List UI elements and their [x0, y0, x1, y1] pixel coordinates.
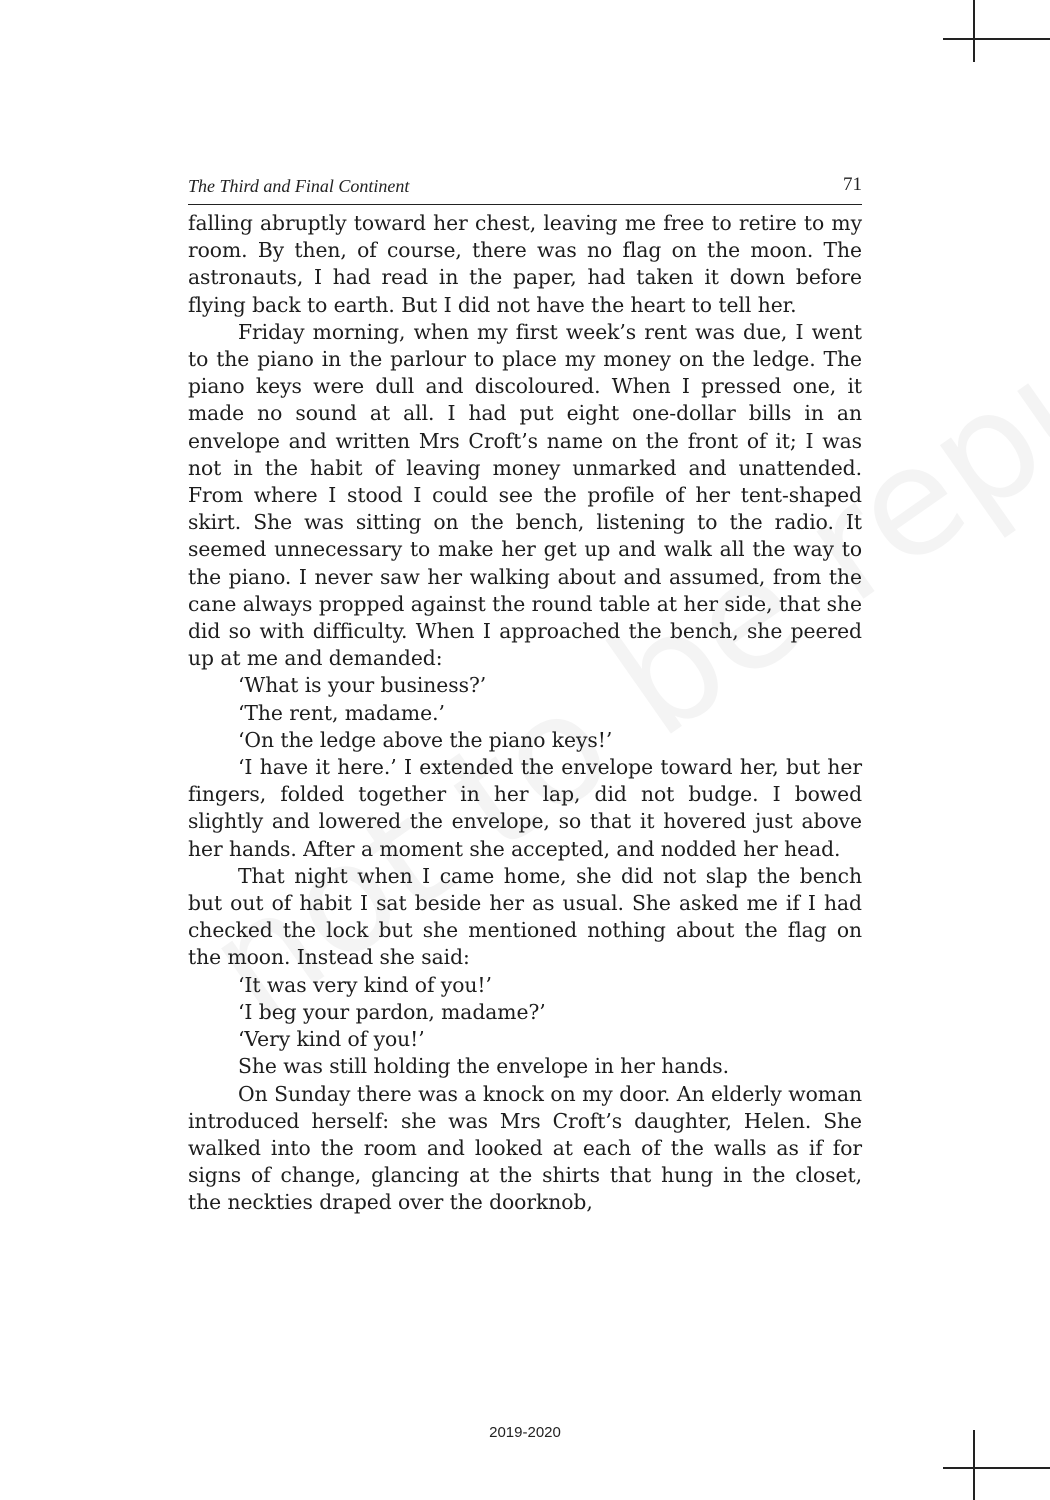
paragraph: falling abruptly toward her chest, leaving me free to retire to my room. By then, of course, there was no flag on the moon. The astronauts, I had read in the paper, had taken it down before flying back to earth. But I did not have the heart to tell her.: [188, 211, 862, 317]
crop-mark-bottom-right-horizontal: [943, 1467, 1050, 1469]
body-text: [188, 210, 862, 1217]
paragraph: Friday morning, when my first week’s rent was due, I went to the piano in the parlour to place my money on the ledge. The piano keys were dull and discoloured. When I pressed one, it made no sound at all. I had put eight one-dollar bills in an envelope and written Mrs Croft’s name on the front of it; I was not in the habit of leaving money unmarked and unattended. From where I stood I could see the profile of her tent-shaped skirt. She was sitting on the bench, listening to the radio. It seemed unnecessary to make her get up and walk all the way to the piano. I never saw her walking about and assumed, from the cane always propped against the round table at her side, that she did so with difficulty. When I approached the bench, she peered up at me and demanded:: [188, 319, 862, 671]
footer-year: 2019-2020: [489, 1424, 561, 1441]
crop-mark-top-right-vertical: [973, 0, 975, 62]
paragraph: That night when I came home, she did not slap the bench but out of habit I sat beside her as usual. She asked me if I had checked the lock but she mentioned nothing about the flag on the moon. Instead she said:: [188, 863, 862, 970]
dialogue-line: ‘What is your business?’: [238, 673, 487, 698]
dialogue-line: ‘I beg your pardon, madame?’: [238, 999, 546, 1024]
paragraph: On Sunday there was a knock on my door. An elderly woman introduced herself: she was Mrs Croft’s daughter, Helen. She walked into the room and looked at each of the walls as if for signs of change, glancing at the shirts that hung in the closet, the neckties draped over the doorknob,: [188, 1081, 862, 1215]
dialogue-line: ‘Very kind of you!’: [238, 1027, 425, 1052]
crop-mark-top-right-horizontal: [943, 38, 1050, 40]
page-header: [188, 174, 862, 205]
dialogue-line: ‘On the ledge above the piano keys!’: [238, 727, 613, 752]
paragraph: ‘I have it here.’ I extended the envelope toward her, but her fingers, folded together in her lap, did not budge. I bowed slightly and lowered the envelope, so that it hovered just above her hands. After a moment she accepted, and nodded her head.: [188, 755, 862, 861]
page-number: 71: [843, 174, 862, 195]
dialogue-line: ‘It was very kind of you!’: [238, 972, 492, 997]
dialogue-line: ‘The rent, madame.’: [238, 700, 445, 725]
paragraph: She was still holding the envelope in her hands.: [238, 1054, 730, 1079]
running-title: The Third and Final Continent: [188, 176, 410, 196]
